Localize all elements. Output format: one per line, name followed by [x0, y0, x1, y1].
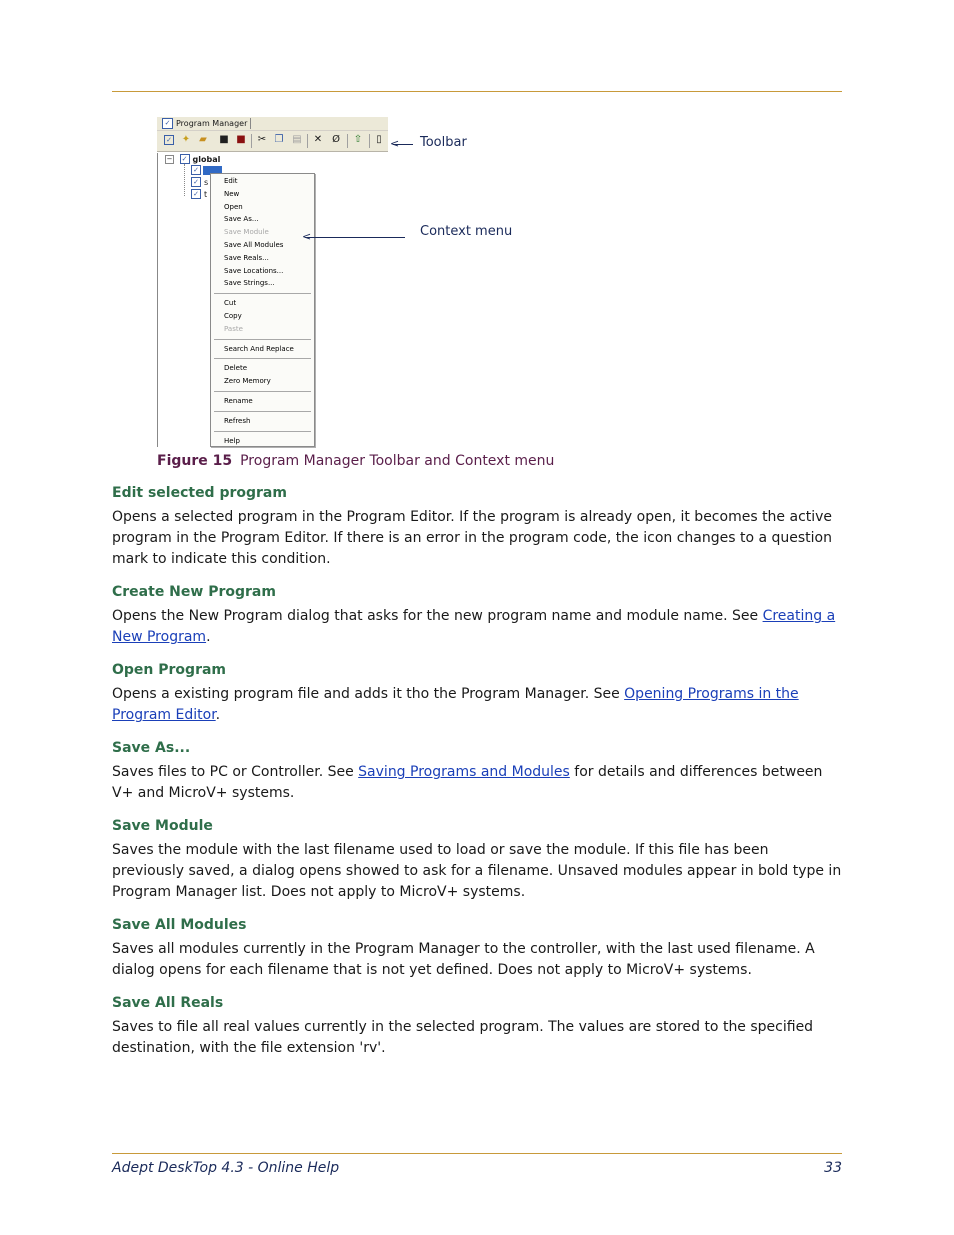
- section-text: Opens a existing program file and adds it tho the Program Manager. See: [112, 686, 625, 702]
- tree-item-label: s: [204, 177, 209, 187]
- section-heading: Save All Reals: [112, 995, 224, 1011]
- section-text: Opens the New Program dialog that asks for the new program name and module name. See: [112, 608, 763, 624]
- section-heading: Save All Modules: [112, 917, 247, 933]
- delete-icon[interactable]: ✕: [313, 134, 323, 145]
- section-heading: Save As...: [112, 740, 191, 756]
- toolbar-arrow-head: <: [390, 137, 400, 150]
- title-separator: [250, 118, 251, 129]
- section-heading: Save Module: [112, 818, 213, 834]
- context-menu-item[interactable]: Edit: [224, 177, 238, 185]
- context-menu-item[interactable]: Zero Memory: [224, 377, 271, 386]
- open-folder-icon[interactable]: ▰: [199, 134, 207, 145]
- program-manager-title-bar: [157, 117, 388, 131]
- context-menu-item[interactable]: Cut: [224, 299, 237, 308]
- tree-item[interactable]: [191, 189, 207, 200]
- program-check-icon: ✓: [191, 189, 201, 199]
- section-body: Saves all modules currently in the Program Manager to the controller, with the last used filename. A dialog opens for each filename that is not yet defined. Does not apply to MicroV+ systems.: [112, 941, 815, 978]
- toolbar-separator: [369, 134, 370, 148]
- figure-caption-label: Figure 15: [157, 453, 233, 469]
- copy-icon[interactable]: ❐: [274, 134, 284, 145]
- footer-title: Adept DeskTop 4.3 - Online Help: [112, 1160, 340, 1176]
- context-menu-item[interactable]: Rename: [224, 397, 253, 405]
- toolbar-callout: Toolbar: [420, 135, 467, 150]
- cut-icon[interactable]: ✂: [257, 134, 267, 145]
- footer-rule: [112, 1153, 842, 1154]
- context-menu-item[interactable]: Save As...: [224, 215, 259, 224]
- section-body: [112, 606, 842, 648]
- save-all-icon[interactable]: ■: [236, 134, 246, 145]
- module-check-icon: ✓: [180, 154, 190, 164]
- context-menu-item[interactable]: Search And Replace: [224, 344, 294, 353]
- section-heading: Create New Program: [112, 584, 276, 600]
- context-menu-separator: [214, 431, 311, 432]
- program-manager-figure: [157, 117, 388, 447]
- new-program-icon[interactable]: ✦: [181, 134, 191, 145]
- tree-guide-line: [184, 164, 185, 196]
- section-body: Saves the module with the last filename used to load or save the module. If this file has been previously saved, a dialog opens showed to ask for a filename. Unsaved modules appear in bold type in Program Manager list. Does not apply to MicroV+ systems.: [112, 842, 842, 900]
- help-icon[interactable]: ▯: [376, 134, 382, 145]
- context-menu: [210, 173, 315, 447]
- collapse-icon[interactable]: −: [166, 154, 173, 163]
- context-menu-arrow: [305, 237, 405, 238]
- context-menu-separator: [214, 358, 311, 359]
- figure-caption-text: Program Manager Toolbar and Context menu: [240, 453, 555, 469]
- section-text: .: [215, 707, 221, 723]
- header-rule: [112, 91, 842, 92]
- context-menu-item[interactable]: Save Locations...: [224, 266, 284, 275]
- saving-programs-link[interactable]: Saving Programs and Modules: [358, 764, 570, 780]
- section-body: [112, 684, 842, 726]
- context-menu-item[interactable]: Paste: [224, 324, 243, 333]
- context-menu-item[interactable]: Open: [224, 202, 243, 211]
- toolbar-arrow: [393, 144, 413, 145]
- section-body: Saves to file all real values currently in the selected program. The values are stored to the specified destination, with the file extension 'rv'.: [112, 1019, 814, 1056]
- paste-icon[interactable]: ▤: [292, 134, 302, 145]
- section-text: for details and differences between V+ and MicroV+ systems.: [112, 764, 823, 801]
- zero-memory-icon[interactable]: Ø: [332, 134, 340, 145]
- context-menu-item[interactable]: Help: [224, 436, 240, 445]
- section-body: [112, 762, 842, 804]
- context-menu-item[interactable]: Refresh: [224, 416, 251, 425]
- toolbar-separator: [251, 134, 252, 148]
- section-text: Saves files to PC or Controller. See: [112, 764, 359, 780]
- context-menu-separator: [214, 293, 311, 294]
- opening-programs-link[interactable]: Opening Programs in the Program Editor: [112, 686, 799, 723]
- context-menu-item[interactable]: Copy: [224, 312, 242, 320]
- creating-new-program-link[interactable]: Creating a New Program: [112, 608, 836, 645]
- context-menu-separator: [214, 339, 311, 340]
- section-text: .: [206, 629, 211, 645]
- save-icon[interactable]: ■: [219, 134, 229, 145]
- context-menu-arrow-head: <: [302, 230, 312, 243]
- frame-edge: [157, 203, 158, 447]
- tree-root-label: global: [192, 154, 221, 164]
- program-manager-toolbar: [157, 131, 388, 152]
- tree-item-label: t: [204, 189, 208, 199]
- context-menu-item[interactable]: Save All Modules: [224, 241, 284, 249]
- context-menu-separator: [214, 411, 311, 412]
- section-heading: Edit selected program: [112, 485, 287, 501]
- toolbar-separator: [307, 134, 308, 148]
- page-number: 33: [824, 1160, 842, 1176]
- context-menu-item[interactable]: Save Strings...: [224, 279, 275, 288]
- program-check-icon: ✓: [191, 165, 201, 175]
- figure-caption: [157, 453, 554, 469]
- edit-program-icon[interactable]: ✓: [164, 135, 174, 145]
- context-menu-separator: [214, 391, 311, 392]
- program-manager-title: Program Manager: [176, 119, 248, 128]
- tree-item[interactable]: [191, 177, 208, 188]
- tree-root[interactable]: [165, 154, 220, 165]
- section-heading: Open Program: [112, 662, 227, 678]
- program-check-icon: ✓: [191, 177, 201, 187]
- context-menu-item[interactable]: Save Module: [224, 228, 269, 237]
- context-menu-item[interactable]: Delete: [224, 364, 247, 373]
- context-menu-callout: Context menu: [420, 224, 513, 239]
- section-body: Opens a selected program in the Program Editor. If the program is already open, it becomes the active program in the Program Editor. If there is an error in the program code, the icon changes to a question mark to indicate this condition.: [112, 509, 833, 567]
- toolbar-separator: [347, 134, 348, 148]
- refresh-icon[interactable]: ⇧: [353, 134, 363, 145]
- context-menu-item[interactable]: New: [224, 189, 240, 198]
- context-menu-item[interactable]: Save Reals...: [224, 253, 269, 262]
- program-manager-icon: ✓: [162, 118, 173, 129]
